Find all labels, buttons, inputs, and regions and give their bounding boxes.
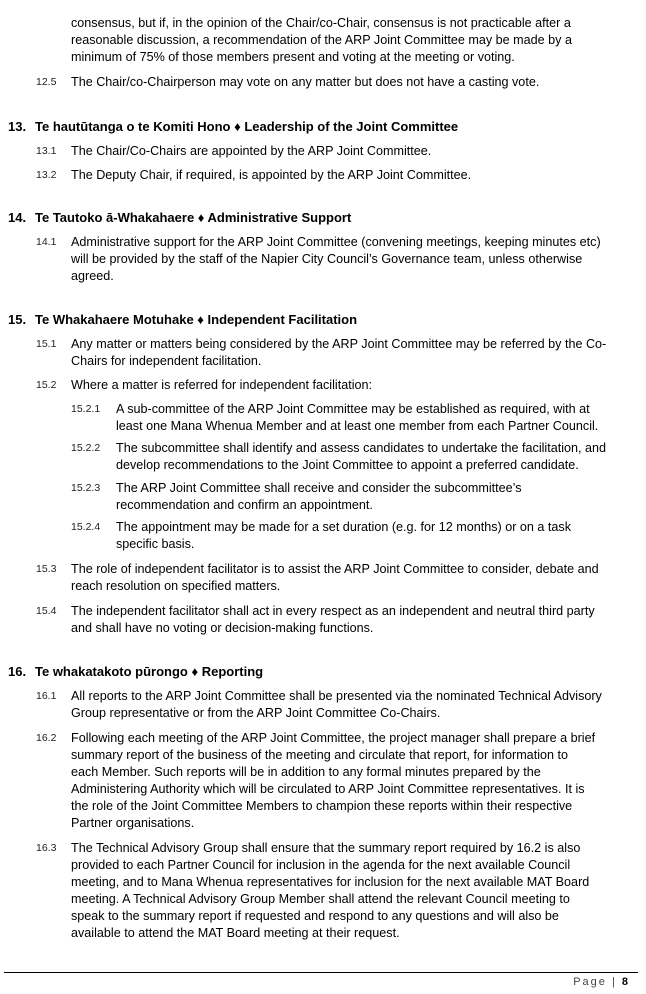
clause-16-2-line-1: Following each meeting of the ARP Joint Committee, the project manager shall prepare a brief [71, 731, 596, 745]
clause-15-3-line-2: reach resolution on specified matters. [71, 579, 281, 593]
clause-12-4-line-2: reasonable discussion, a recommendation of the ARP Joint Committee may be made by a [71, 33, 572, 47]
subclause-number: 15.2.3 [71, 482, 101, 494]
clause-15-2-3-line-1: The ARP Joint Committee shall receive and consider the subcommittee’s [116, 481, 522, 495]
page-footer [573, 975, 628, 989]
footer-divider [4, 972, 638, 973]
clause-15-2-2-line-2: develop recommendations to the Joint Committee to appoint a preferred candidate. [116, 458, 579, 472]
clause-number: 13.1 [36, 145, 57, 157]
clause-16-3-line-1: The Technical Advisory Group shall ensure that the summary report required by 16.2 is also [71, 841, 581, 855]
section-heading: Te Tautoko ā-Whakahaere ♦ Administrative Support [35, 210, 352, 225]
clause-16-1-line-2: Group representative or from the ARP Joint Committee Co-Chairs. [71, 706, 441, 720]
clause-16-2-line-6: Partner organisations. [71, 816, 195, 830]
clause-16-2-line-2: summary report of the business of the meeting and circulate that report, for information to [71, 748, 568, 762]
clause-15-2-1-line-2: least one Mana Whenua Member and at least one member from each Partner Council. [116, 419, 599, 433]
clause-15-2-3-line-2: recommendation and confirm an appointment. [116, 498, 373, 512]
clause-number: 14.1 [36, 236, 57, 248]
clause-14-1-line-2: will be provided by the staff of the Napier City Council’s Governance team, unless otherwise [71, 252, 583, 266]
clause-number: 15.1 [36, 338, 57, 350]
section-number: 13. [8, 119, 27, 134]
clause-15-2-4-line-1: The appointment may be made for a set duration (e.g. for 12 months) or on a task [116, 520, 572, 534]
clause-16-3-line-6: available to attend the MAT Board meeting at their request. [71, 926, 400, 940]
clause-number: 15.2 [36, 379, 57, 391]
clause-16-1-line-1: All reports to the ARP Joint Committee shall be presented via the nominated Technical Advisory [71, 689, 602, 703]
clause-15-1-line-1: Any matter or matters being considered by the ARP Joint Committee may be referred by the Co- [71, 337, 607, 351]
clause-number: 16.1 [36, 690, 57, 702]
clause-12-4-line-1: consensus, but if, in the opinion of the Chair/co-Chair, consensus is not practicable after a [71, 16, 571, 30]
clause-13-1-text: The Chair/Co-Chairs are appointed by the ARP Joint Committee. [71, 144, 432, 158]
clause-15-2-text: Where a matter is referred for independent facilitation: [71, 378, 373, 392]
section-heading: Te whakatakoto pūrongo ♦ Reporting [35, 664, 264, 679]
page-number: 8 [621, 976, 628, 988]
clause-16-3-line-5: speak to the summary report if requested and respond to any questions and will also be [71, 909, 559, 923]
clause-number: 15.4 [36, 605, 57, 617]
clause-number: 16.2 [36, 732, 57, 744]
clause-15-4-line-1: The independent facilitator shall act in every respect as an independent and neutral third party [71, 604, 595, 618]
clause-12-4-line-3: minimum of 75% of those members present and voting at the meeting or voting. [71, 50, 515, 64]
section-heading: Te hautūtanga o te Komiti Hono ♦ Leadership of the Joint Committee [35, 119, 459, 134]
clause-15-2-4-line-2: specific basis. [116, 537, 195, 551]
subclause-number: 15.2.4 [71, 521, 101, 533]
clause-12-5-text: The Chair/co-Chairperson may vote on any matter but does not have a casting vote. [71, 75, 540, 89]
clause-14-1-line-3: agreed. [71, 269, 114, 283]
clause-16-3-line-3: meeting, and to Mana Whenua representatives for inclusion for the next available MAT Board [71, 875, 590, 889]
clause-13-2-text: The Deputy Chair, if required, is appointed by the ARP Joint Committee. [71, 168, 472, 182]
section-heading: Te Whakahaere Motuhake ♦ Independent Facilitation [35, 312, 358, 327]
section-number: 16. [8, 664, 27, 679]
subclause-number: 15.2.2 [71, 442, 101, 454]
section-number: 14. [8, 210, 27, 225]
clause-15-2-1-line-1: A sub-committee of the ARP Joint Committee may be established as required, with at [116, 402, 590, 416]
clause-number: 13.2 [36, 169, 57, 181]
section-number: 15. [8, 312, 27, 327]
subclause-number: 15.2.1 [71, 403, 101, 415]
clause-15-4-line-2: and shall have no voting or decision-making functions. [71, 621, 374, 635]
clause-16-2-line-5: the role of the Joint Committee Members to champion these reports within their respective [71, 799, 573, 813]
clause-16-2-line-4: Administering Authority which will be circulated to ARP Joint Committee representatives. It is [71, 782, 585, 796]
clause-15-1-line-2: Chairs for independent facilitation. [71, 354, 262, 368]
clause-16-3-line-2: provided to each Partner Council for inclusion in the agenda for the next available Council [71, 858, 571, 872]
clause-15-3-line-1: The role of independent facilitator is to assist the ARP Joint Committee to consider, debate and [71, 562, 599, 576]
clause-16-2-line-3: each Member. Such reports will be in addition to any formal minutes prepared by the [71, 765, 541, 779]
clause-15-2-2-line-1: The subcommittee shall identify and assess candidates to undertake the facilitation, and [116, 441, 607, 455]
clause-number: 12.5 [36, 76, 57, 88]
clause-number: 16.3 [36, 842, 57, 854]
clause-14-1-line-1: Administrative support for the ARP Joint Committee (convening meetings, keeping minutes etc) [71, 235, 601, 249]
clause-16-3-line-4: meeting. A Technical Advisory Group Member shall attend the relevant Council meeting to [71, 892, 570, 906]
clause-number: 15.3 [36, 563, 57, 575]
page-label: Page | [573, 976, 617, 988]
